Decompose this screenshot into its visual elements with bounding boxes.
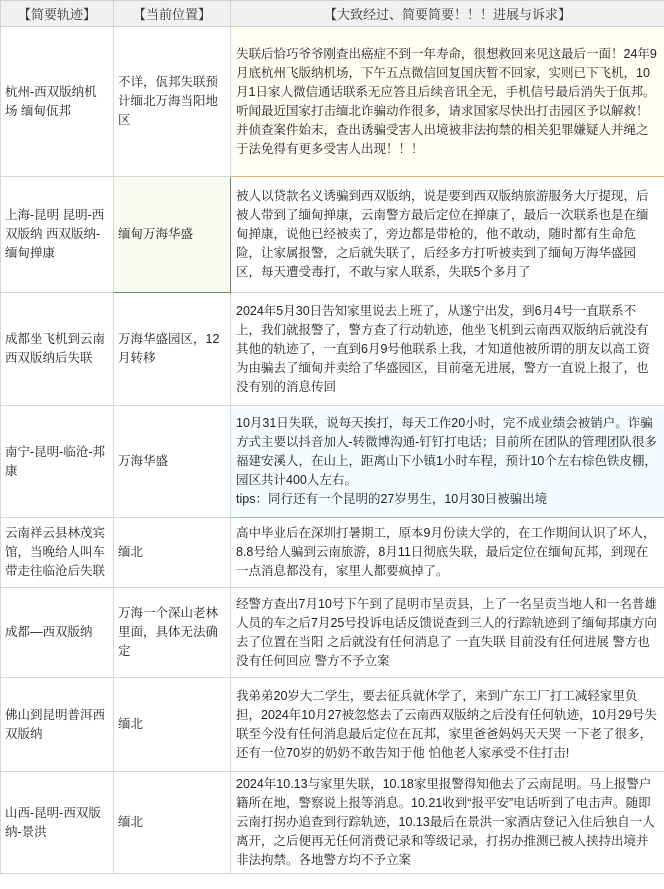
detail-cell: 我弟弟20岁大二学生，要去征兵就休学了，来到广东工厂打工减轻家里负担，2024年10月27被忽悠去了云南西双版纳之后没有任何轨迹，10月29号失联至今没有任何消息最后定位在瓦邦，家里爸爸妈妈天天哭 一下老了很多，还有一位70岁的奶奶不敢告知于他 怕他老人家承受不住打击! <box>231 678 664 772</box>
route-cell: 佛山到昆明普洱西双版纳 <box>1 678 114 772</box>
table-row <box>1 293 664 406</box>
detail-tips: tips：同行还有一个昆明的27岁男生，10月30日被骗出境 <box>236 492 548 506</box>
header-route: 【简要轨迹】 <box>1 1 114 27</box>
header-location: 【当前位置】 <box>114 1 231 27</box>
table-row <box>1 588 664 678</box>
location-cell: 缅北 <box>114 518 231 588</box>
route-cell: 成都坐飞机到云南西双版纳后失联 <box>1 293 114 406</box>
location-cell: 缅北 <box>114 772 231 874</box>
table-row <box>1 518 664 588</box>
table-row <box>1 772 664 874</box>
table-row <box>1 406 664 518</box>
route-cell: 上海-昆明 昆明-西双版纳 西双版纳-缅甸掸康 <box>1 177 114 293</box>
location-cell: 不详，佤邦失联预计缅北万海当阳地区 <box>114 27 231 177</box>
detail-cell[interactable]: 失联后恰巧爷爷刚查出癌症不到一年寿命，很想救回来见这最后一面！24年9月底杭州飞版纳机场，下午五点微信回复国庆暂不回家，实则已下飞机，10月1日家人微信通话联系无应答且后续音讯全无，手机信号最后消失于佤邦。听闻最近国家打击缅北诈骗动作很多，请求国家尽快出打击园区予以解救！并侦查案件始末，查出诱骗受害人出境被非法拘禁的相关犯罪嫌疑人并绳之于法免得有更多受害人出现！！！ <box>231 27 664 177</box>
detail-cell[interactable] <box>231 406 664 518</box>
route-cell: 成都—西双版纳 <box>1 588 114 678</box>
route-cell: 杭州-西双版纳机场 缅甸佤邦 <box>1 27 114 177</box>
location-cell: 万海一个深山老林里面，具体无法确定 <box>114 588 231 678</box>
route-cell: 山西-昆明-西双版纳-景洪 <box>1 772 114 874</box>
location-cell: 缅北 <box>114 678 231 772</box>
table-row <box>1 27 664 177</box>
route-cell: 南宁-昆明-临沧-邦康 <box>1 406 114 518</box>
detail-cell: 经警方查出7月10号下午到了昆明市呈贡县，上了一名呈贡当地人和一名普雄人员的车之后7月25号投诉电话反馈说查到三人的行踪轨迹到了缅甸邦康方向去了位置在当阳 之后就没有任何消息了 一直失联 目前没有任何进展 警方也没有任何回应 警方不予立案 <box>231 588 664 678</box>
location-cell[interactable]: 缅甸万海华盛 <box>114 177 231 293</box>
detail-cell: 高中毕业后在深圳打暑期工，原本9月份读大学的，在工作期间认识了坏人，8.8号给人骗到云南旅游，8月11日彻底失联，最后定位在缅甸瓦邦，到现在一点消息都没有，家里人都要疯掉了。 <box>231 518 664 588</box>
detail-cell: 2024年10.13与家里失联，10.18家里报警得知他去了云南昆明。马上报警户籍所在地，警察说上报等消息。10.21收到“报平安”电话听到了电击声。随即云南打拐办追查到行踪轨迹，10.13最后在景洪一家酒店登记入住后独自一人离开，之后便再无任何消费记录和等级记录，打拐办推测已被人挟持出境并非法拘禁。各地警方均不予立案 <box>231 772 664 874</box>
location-cell: 万海华盛 <box>114 406 231 518</box>
detail-cell: 2024年5月30日告知家里说去上班了，从遂宁出发，到6月4号一直联系不上，我们就报警了，警方查了行动轨迹，他坐飞机到云南西双版纳后就没有其他的轨迹了，一直到6月9号他联系上我，才知道他被所谓的朋友以高工资为由骗去了缅甸并卖给了华盛园区，目前毫无进展，警方一直说上报了，也没有别的消息传回 <box>231 293 664 406</box>
table-row <box>1 678 664 772</box>
route-cell: 云南祥云县林茂宾馆，当晚给人叫车带走往临沧后失联 <box>1 518 114 588</box>
header-row <box>1 1 664 27</box>
header-detail: 【大致经过、简要简要！！！进展与诉求】 <box>231 1 664 27</box>
table-row <box>1 177 664 293</box>
detail-text: 10月31日失联，说每天挨打，每天工作20小时，完不成业绩会被销户。诈骗方式主要以抖音加人-转微博沟通-钉钉打电话；目前所在团队的管理团队很多福建安溪人，在山上，距离山下小镇1小时车程，预计10个左右棕色铁皮棚，园区共计400人左右。 <box>236 416 657 487</box>
detail-cell: 被人以贷款名义诱骗到西双版纳，说是要到西双版纳旅游服务大厅提现，后被人带到了缅甸掸康，云南警方最后定位在掸康了，最后一次联系也是在缅甸掸康，说他已经被卖了，旁边都是带枪的，他不敢动，随时都有生命危险，让家属报警，之后就失联了，后经多方打听被卖到了缅甸万海华盛园区，每天遭受毒打，不敢与家人联系，失联5个多月了 <box>231 177 664 293</box>
location-cell: 万海华盛园区，12月转移 <box>114 293 231 406</box>
